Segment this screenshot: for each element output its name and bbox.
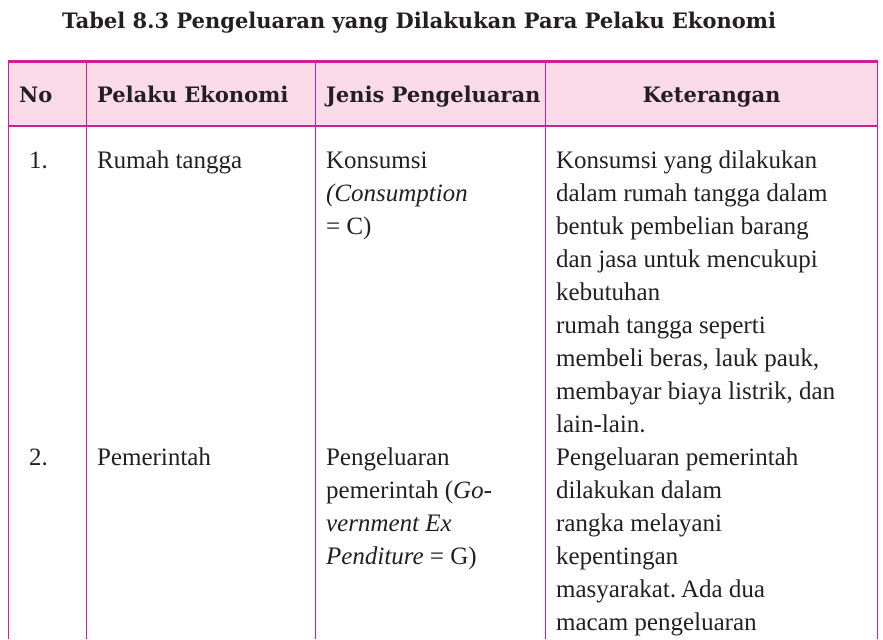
- keterangan-line: bentuk pembelian barang: [556, 213, 809, 240]
- keterangan-line: macam pengeluaran: [556, 609, 757, 636]
- keterangan-line: kebutuhan: [556, 279, 661, 306]
- expenditure-table: [8, 60, 878, 639]
- jenis-text-italic: Go-: [453, 477, 492, 504]
- keterangan-line: masyarakat. Ada dua: [556, 576, 765, 603]
- jenis-line: Konsumsi: [326, 147, 428, 174]
- jenis-line: [326, 474, 535, 507]
- table-row: [9, 126, 878, 441]
- row-jenis: [316, 441, 546, 639]
- row-pelaku: Pemerintah: [87, 441, 316, 639]
- keterangan-line: membayar biaya listrik, dan: [556, 378, 836, 405]
- jenis-line: [326, 540, 535, 573]
- row-pelaku: Rumah tangga: [87, 126, 316, 441]
- row-keterangan: [546, 126, 878, 441]
- keterangan-line: Konsumsi yang dilakukan: [556, 147, 818, 174]
- header-jenis-pengeluaran: Jenis Pengeluaran: [316, 62, 546, 127]
- keterangan-line: rumah tangga seperti: [556, 312, 766, 339]
- header-keterangan: Keterangan: [546, 62, 878, 127]
- jenis-line: vernment Ex: [326, 510, 452, 537]
- keterangan-line: lain-lain.: [556, 411, 646, 438]
- jenis-line: (Consumption: [326, 180, 468, 207]
- keterangan-line: dilakukan dalam: [556, 477, 722, 504]
- keterangan-line: rangka melayani: [556, 510, 722, 537]
- row-number: 1.: [9, 126, 87, 441]
- keterangan-line: membeli beras, lauk pauk,: [556, 345, 820, 372]
- table-row: [9, 441, 878, 639]
- keterangan-line: Pengeluaran pemerintah: [556, 444, 799, 471]
- jenis-text-italic: Penditure: [326, 543, 424, 570]
- jenis-line: Pengeluaran: [326, 444, 450, 471]
- table-header-row: [9, 62, 878, 127]
- header-no: No: [9, 62, 87, 127]
- row-jenis: [316, 126, 546, 441]
- row-number: 2.: [9, 441, 87, 639]
- keterangan-line: dan jasa untuk mencukupi: [556, 246, 818, 273]
- jenis-text: pemerintah (: [326, 477, 454, 504]
- table-title: Tabel 8.3 Pengeluaran yang Dilakukan Para Pelaku Ekonomi: [62, 8, 776, 33]
- keterangan-line: dalam rumah tangga dalam: [556, 180, 828, 207]
- jenis-text: = G): [423, 543, 477, 570]
- jenis-line: = C): [326, 213, 372, 240]
- header-pelaku-ekonomi: Pelaku Ekonomi: [87, 62, 316, 127]
- keterangan-line: kepentingan: [556, 543, 679, 570]
- row-keterangan: [546, 441, 878, 639]
